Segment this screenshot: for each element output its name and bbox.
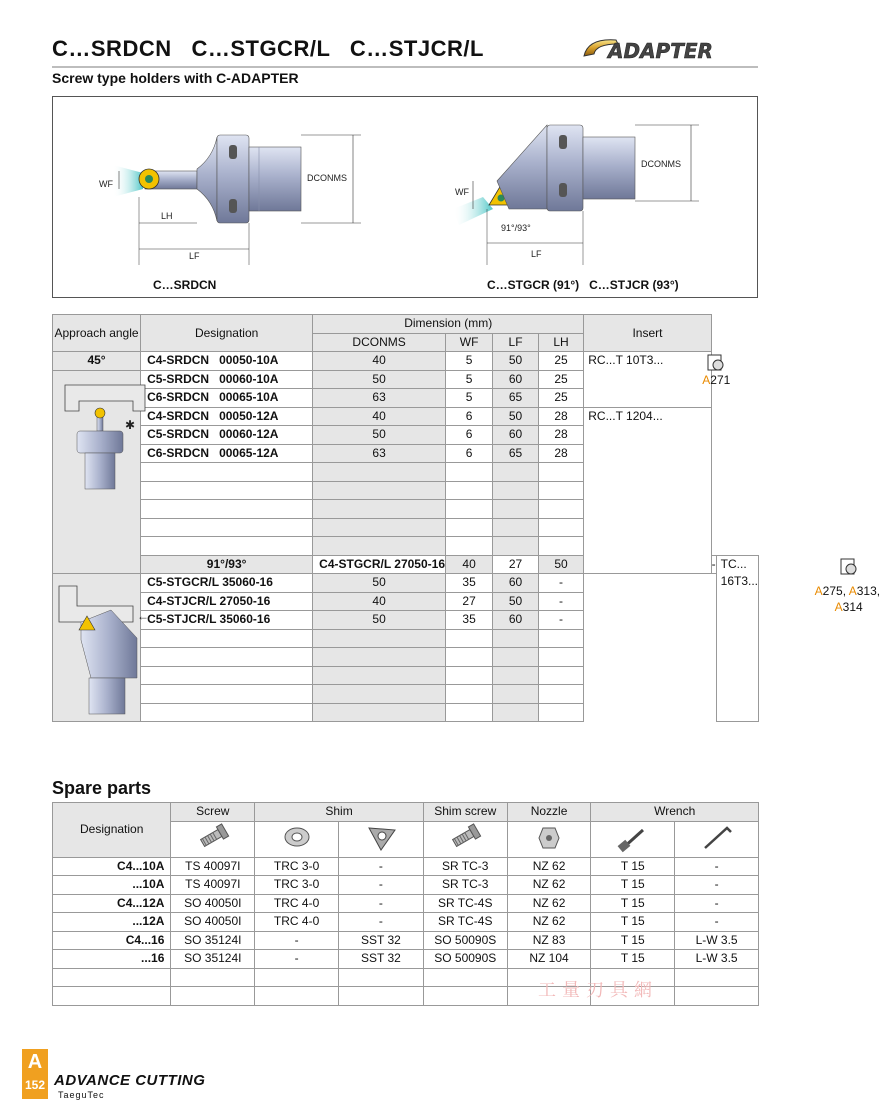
designation-cell: C4-STJCR/L 27050-16 — [141, 592, 313, 611]
spare-designation: ...16 — [53, 950, 171, 969]
ref-a271: A271 — [702, 373, 731, 387]
spare-wrench: T 15 — [591, 950, 675, 969]
spare-header-designation: Designation — [53, 803, 171, 858]
svg-text:✱: ✱ — [125, 417, 136, 432]
lh-cell: 25 — [538, 370, 583, 389]
spare-wrench: - — [675, 857, 759, 876]
spare-nozzle: NZ 62 — [507, 876, 591, 895]
designation-cell: C4-STGCR/L 27050-16 — [313, 555, 446, 574]
c-adapter-logo — [578, 34, 760, 66]
designation-cell: C6-SRDCN 00065-10A — [141, 389, 313, 408]
spare-parts-title: Spare parts — [52, 778, 152, 798]
lh-cell: 25 — [538, 352, 583, 371]
spare-wrench: T 15 — [591, 876, 675, 895]
designation-cell: C5-STJCR/L 35060-16 — [141, 611, 313, 630]
svg-text:91°/93°: 91°/93° — [501, 223, 531, 233]
svg-text:LF: LF — [189, 251, 200, 261]
spare-shim-screw: SR TC-3 — [423, 857, 507, 876]
page-title: C…SRDCN C…STGCR/L C…STJCR/L — [52, 36, 484, 61]
insert-rc-1204: RC...T 1204... — [588, 408, 663, 423]
header-approach-angle: Approach angle — [53, 315, 141, 352]
stgcr-thumbnail — [53, 574, 149, 722]
svg-text:WF: WF — [99, 179, 113, 189]
shim-screw-icon — [423, 821, 507, 857]
wf-cell: 35 — [446, 611, 493, 630]
header-lh: LH — [538, 333, 583, 352]
spare-nozzle: NZ 62 — [507, 857, 591, 876]
spare-header-shim-screw: Shim screw — [423, 803, 507, 822]
spare-shim: SST 32 — [338, 950, 423, 969]
spare-wrench: T 15 — [591, 857, 675, 876]
spare-shim-screw: SO 50090S — [423, 950, 507, 969]
insert-rc-10t3: RC...T 10T3... — [588, 353, 664, 367]
spare-shim: - — [255, 931, 339, 950]
lf-cell: 60 — [493, 611, 539, 630]
spare-wrench: L-W 3.5 — [675, 950, 759, 969]
spare-shim-screw: SR TC-3 — [423, 876, 507, 895]
lh-cell: - — [711, 555, 716, 574]
dconms-cell: 63 — [313, 444, 446, 463]
spare-screw: TS 40097I — [171, 876, 255, 895]
spare-header-screw: Screw — [171, 803, 255, 822]
spare-wrench: T 15 — [591, 894, 675, 913]
spare-screw: SO 35124I — [171, 931, 255, 950]
spare-header-wrench: Wrench — [591, 803, 759, 822]
spare-designation: ...10A — [53, 876, 171, 895]
shim-ring-icon — [255, 821, 339, 857]
svg-text:ADAPTER: ADAPTER — [608, 39, 713, 63]
wf-cell: 6 — [446, 426, 493, 445]
spare-shim: - — [338, 876, 423, 895]
spare-shim: TRC 3-0 — [255, 876, 339, 895]
header-dimension: Dimension (mm) — [313, 315, 584, 334]
spare-designation: C4...16 — [53, 931, 171, 950]
spare-wrench: - — [675, 876, 759, 895]
shim-triangle-icon — [338, 821, 423, 857]
svg-text:LH: LH — [161, 211, 173, 221]
designation-cell: C5-STGCR/L 35060-16 — [141, 574, 313, 593]
lf-cell: 50 — [493, 592, 539, 611]
designation-cell: C4-SRDCN 00050-12A — [141, 407, 313, 426]
angle-45: 45° — [53, 352, 141, 371]
spare-shim-screw: SR TC-4S — [423, 894, 507, 913]
spare-header-shim: Shim — [255, 803, 424, 822]
spare-wrench: - — [675, 913, 759, 932]
dconms-cell: 63 — [313, 389, 446, 408]
designation-cell: C6-SRDCN 00065-12A — [141, 444, 313, 463]
spare-shim: - — [338, 894, 423, 913]
wf-cell: 5 — [446, 352, 493, 371]
caption-stgcr-stjcr: C…STGCR (91°) C…STJCR (93°) — [487, 278, 679, 292]
stgcr-holder-drawing — [453, 125, 699, 265]
lf-cell: 60 — [493, 370, 539, 389]
spare-shim: - — [255, 950, 339, 969]
page-number: 152 — [24, 1078, 46, 1092]
header-insert: Insert — [584, 315, 711, 352]
spare-shim: - — [338, 857, 423, 876]
wf-cell: 5 — [446, 389, 493, 408]
spare-shim: SST 32 — [338, 931, 423, 950]
spare-header-nozzle: Nozzle — [507, 803, 591, 822]
spare-designation: C4...12A — [53, 894, 171, 913]
designation-cell: C5-SRDCN 00060-10A — [141, 370, 313, 389]
dconms-cell: 40 — [446, 555, 493, 574]
insert-cell-2 — [584, 407, 711, 574]
spare-nozzle: NZ 62 — [507, 913, 591, 932]
lh-cell: - — [538, 574, 583, 593]
lh-cell: 28 — [538, 426, 583, 445]
wf-cell: 27 — [493, 555, 539, 574]
designation-cell: C5-SRDCN 00060-12A — [141, 426, 313, 445]
catalog-ref-icon — [839, 558, 859, 576]
spare-nozzle: NZ 83 — [507, 931, 591, 950]
angle-91-93: 91°/93° — [141, 555, 313, 574]
ref-a275-a313: A275, A313, — [814, 583, 880, 598]
dconms-cell: 40 — [313, 352, 446, 371]
dconms-cell: 40 — [313, 407, 446, 426]
lh-cell: - — [538, 611, 583, 630]
section-letter: A — [27, 1051, 43, 1073]
brand-subtitle: TaeguTec — [58, 1090, 105, 1100]
page-subtitle: Screw type holders with C-ADAPTER — [52, 70, 299, 86]
spare-nozzle: NZ 62 — [507, 894, 591, 913]
lh-cell: 25 — [538, 389, 583, 408]
lf-cell: 50 — [538, 555, 583, 574]
svg-text:LF: LF — [531, 249, 542, 259]
brand-logo: ADVANCE CUTTING — [54, 1072, 206, 1089]
dconms-cell: 50 — [313, 370, 446, 389]
holder-table — [52, 314, 880, 722]
nozzle-icon — [507, 821, 591, 857]
insert-tc-16t3: TC... 16T3... — [720, 556, 759, 588]
lf-cell: 50 — [493, 352, 539, 371]
dconms-cell: 40 — [313, 592, 446, 611]
caption-srdcn: C…SRDCN — [153, 278, 217, 292]
spare-designation: ...12A — [53, 913, 171, 932]
insert-cell-1 — [584, 352, 731, 408]
wf-cell: 5 — [446, 370, 493, 389]
header-designation: Designation — [141, 315, 313, 352]
screw-icon — [171, 821, 255, 857]
designation-cell: C4-SRDCN 00050-10A — [141, 352, 313, 371]
lf-cell: 60 — [493, 574, 539, 593]
svg-text:WF: WF — [455, 187, 469, 197]
dconms-label-right: DCONMS — [641, 159, 681, 169]
srdcn-holder-drawing — [99, 135, 361, 265]
spare-designation: C4...10A — [53, 857, 171, 876]
wf-cell: 6 — [446, 444, 493, 463]
spare-nozzle: NZ 104 — [507, 950, 591, 969]
spare-parts-table — [52, 802, 759, 1006]
spare-wrench: T 15 — [591, 931, 675, 950]
insert-cell-3 — [716, 555, 880, 722]
lf-cell: 50 — [493, 407, 539, 426]
svg-text:←: ← — [137, 609, 149, 623]
spare-screw: TS 40097I — [171, 857, 255, 876]
wf-cell: 27 — [446, 592, 493, 611]
spare-wrench: T 15 — [591, 913, 675, 932]
spare-shim: TRC 4-0 — [255, 913, 339, 932]
dconms-cell: 50 — [313, 426, 446, 445]
srdcn-thumbnail — [53, 370, 141, 574]
spare-wrench: - — [675, 894, 759, 913]
watermark: 工量刃具網 — [538, 980, 658, 1000]
title-rule — [52, 66, 758, 68]
catalog-ref-icon — [706, 354, 726, 372]
technical-drawing — [52, 96, 758, 298]
spare-screw: SO 40050I — [171, 894, 255, 913]
lh-cell: - — [538, 592, 583, 611]
torx-wrench-icon — [591, 821, 675, 857]
header-dconms: DCONMS — [313, 333, 446, 352]
lf-cell: 65 — [493, 444, 539, 463]
lf-cell: 60 — [493, 426, 539, 445]
dconms-label-left: DCONMS — [307, 173, 347, 183]
spare-wrench: L-W 3.5 — [675, 931, 759, 950]
hex-key-icon — [675, 821, 759, 857]
dconms-cell: 50 — [313, 611, 446, 630]
spare-screw: SO 35124I — [171, 950, 255, 969]
header-wf: WF — [446, 333, 493, 352]
dconms-cell: 50 — [313, 574, 446, 593]
ref-a314: A314 — [834, 599, 863, 614]
spare-screw: SO 40050I — [171, 913, 255, 932]
spare-shim: - — [338, 913, 423, 932]
wf-cell: 6 — [446, 407, 493, 426]
spare-shim-screw: SR TC-4S — [423, 913, 507, 932]
lh-cell: 28 — [538, 444, 583, 463]
header-lf: LF — [493, 333, 539, 352]
spare-shim: TRC 3-0 — [255, 857, 339, 876]
lf-cell: 65 — [493, 389, 539, 408]
spare-shim: TRC 4-0 — [255, 894, 339, 913]
wf-cell: 35 — [446, 574, 493, 593]
spare-shim-screw: SO 50090S — [423, 931, 507, 950]
lh-cell: 28 — [538, 407, 583, 426]
